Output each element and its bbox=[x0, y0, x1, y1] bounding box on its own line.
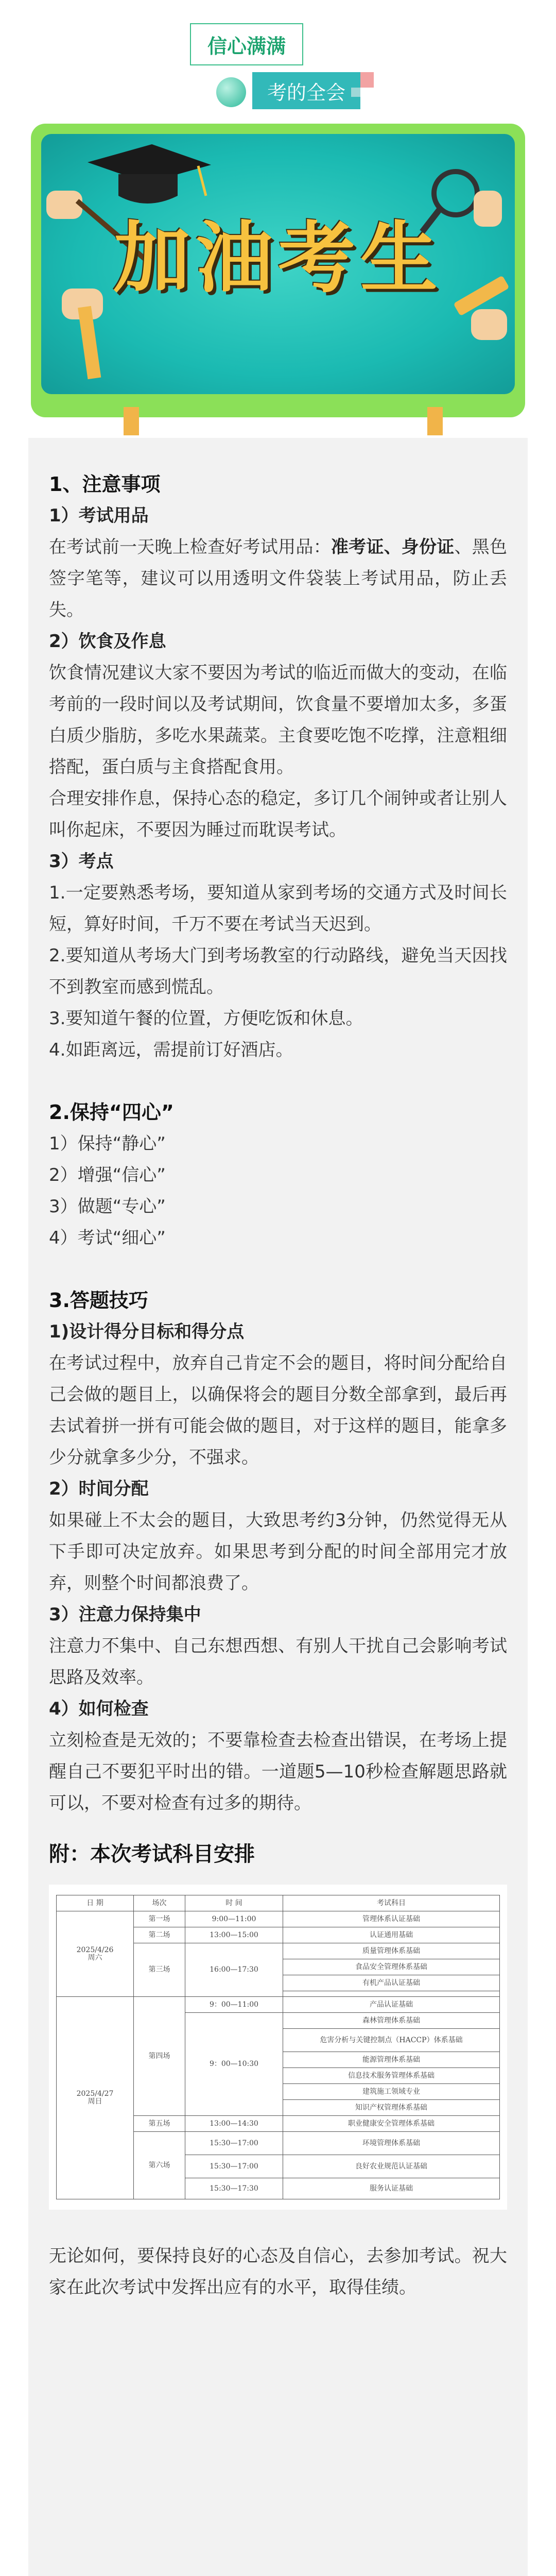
session-cell: 第二场 bbox=[134, 1927, 185, 1943]
subject-cell: 食品安全管理体系基础 bbox=[283, 1959, 500, 1975]
tip2-paragraph: 如果碰上不太会的题目，大致思考约3分钟，仍然觉得无从下手即可决定放弃。如果思考到分配的时间全部用完才放弃，则整个时间都浪费了。 bbox=[49, 1510, 507, 1594]
banner-image bbox=[41, 134, 515, 394]
bubble-icon bbox=[216, 77, 246, 107]
s1-text-b: 、黑色签字笔等，建议可以用透明文件袋装上考试用品，防止丢失。 bbox=[49, 537, 508, 620]
subject-cell: 职业健康安全管理体系基础 bbox=[283, 2116, 500, 2132]
subject-cell-empty bbox=[283, 1991, 500, 1997]
appendix-title: 附：本次考试科目安排 bbox=[49, 1842, 255, 1866]
heart-item: 1）保持“静心” bbox=[49, 1133, 166, 1154]
time-cell: 13:00—14:30 bbox=[185, 2116, 283, 2132]
s2-heading: 2）饮食及作息 bbox=[49, 631, 166, 652]
section1-title: 1、注意事项 bbox=[49, 473, 161, 496]
s1-paragraph bbox=[49, 532, 507, 626]
subject-cell: 质量管理体系基础 bbox=[283, 1943, 500, 1959]
weekday-text: 周日 bbox=[88, 2097, 102, 2106]
session-cell: 第四场 bbox=[134, 1997, 185, 2116]
exam-schedule-table bbox=[56, 1895, 500, 2199]
subject-cell: 管理体系认证基础 bbox=[283, 1911, 500, 1927]
table-header: 场次 bbox=[134, 1895, 185, 1911]
s3-item: 3.要知道午餐的位置，方便吃饭和休息。 bbox=[49, 1008, 363, 1029]
subject-cell: 信息技术服务管理体系基础 bbox=[283, 2068, 500, 2084]
date-text: 2025/4/27 bbox=[76, 2090, 114, 2098]
s1-text-a: 在考试前一天晚上检查好考试用品： bbox=[49, 537, 331, 557]
subject-cell: 服务认证基础 bbox=[283, 2178, 500, 2199]
session-cell: 第三场 bbox=[134, 1943, 185, 1997]
subtitle-label: 考的全会 bbox=[252, 72, 360, 109]
date-text: 2025/4/26 bbox=[76, 1945, 114, 1954]
time-cell: 9:00—11:00 bbox=[185, 1911, 283, 1927]
schedule-table-wrapper bbox=[49, 1885, 507, 2210]
time-cell: 15:30—17:00 bbox=[185, 2155, 283, 2178]
tip2-heading: 2）时间分配 bbox=[49, 1479, 149, 1499]
time-cell: 9：00—10:30 bbox=[185, 2013, 283, 2116]
section2-title: 2.保持“四心” bbox=[49, 1101, 174, 1124]
graduation-cap-icon bbox=[88, 144, 211, 204]
banner-board bbox=[31, 124, 525, 417]
date-cell-day2 bbox=[57, 1997, 134, 2199]
table-header-row bbox=[57, 1895, 500, 1911]
heart-item: 4）考试“细心” bbox=[49, 1228, 166, 1248]
time-cell: 15:30—17:30 bbox=[185, 2178, 283, 2199]
board-leg-left bbox=[124, 407, 139, 435]
article-body bbox=[49, 469, 507, 2303]
s3-item: 2.要知道从考场大门到考场教室的行动路线，避免当天因找不到教室而感到慌乱。 bbox=[49, 945, 507, 997]
table-header: 考试科目 bbox=[283, 1895, 500, 1911]
session-cell: 第六场 bbox=[134, 2132, 185, 2199]
time-cell: 16:00—17:30 bbox=[185, 1943, 283, 1997]
tip3-heading: 3）注意力保持集中 bbox=[49, 1604, 201, 1625]
s2-paragraph-1: 饮食情况建议大家不要因为考试的临近而做大的变动，在临考前的一段时间以及考试期间，饮食量不要增加太多，多蛋白质少脂肪，多吃水果蔬菜。主食要吃饱不吃撑，注意粗细搭配，蛋白质与主食搭配食用。 bbox=[49, 663, 507, 777]
corner-decoration-small bbox=[351, 88, 360, 97]
header-tag: 信心满满 bbox=[190, 23, 303, 65]
s1-text-bold: 准考证、身份证 bbox=[331, 537, 455, 557]
subject-cell: 森林管理体系基础 bbox=[283, 2013, 500, 2029]
subject-cell: 危害分析与关键控制点（HACCP）体系基础 bbox=[283, 2029, 500, 2052]
tip1-heading: 1)设计得分目标和得分点 bbox=[49, 1321, 245, 1342]
tip3-paragraph: 注意力不集中、自己东想西想、有别人干扰自己会影响考试思路及效率。 bbox=[49, 1636, 507, 1688]
banner-title: 加油考生 bbox=[113, 213, 443, 303]
time-cell: 15:30—17:00 bbox=[185, 2132, 283, 2155]
s3-item: 4.如距离远，需提前订好酒店。 bbox=[49, 1040, 293, 1060]
time-cell: 13:00—15:00 bbox=[185, 1927, 283, 1943]
closing-paragraph: 无论如何，要保持良好的心态及自信心，去参加考试。祝大家在此次考试中发挥出应有的水平，取得佳绩。 bbox=[49, 2246, 507, 2298]
subject-cell: 知识产权管理体系基础 bbox=[283, 2100, 500, 2116]
s3-item: 1.一定要熟悉考场，要知道从家到考场的交通方式及时间长短，算好时间，千万不要在考试当天迟到。 bbox=[49, 883, 507, 935]
session-cell: 第一场 bbox=[134, 1911, 185, 1927]
session-cell: 第五场 bbox=[134, 2116, 185, 2132]
subject-cell: 能源管理体系基础 bbox=[283, 2052, 500, 2068]
subject-cell: 建筑施工领域专业 bbox=[283, 2084, 500, 2100]
tip4-paragraph: 立刻检查是无效的；不要靠检查去检查出错误，在考场上提醒自己不要犯平时出的错。一道题5—10秒检查解题思路就可以，不要对检查有过多的期待。 bbox=[49, 1730, 507, 1814]
subject-cell: 有机产品认证基础 bbox=[283, 1975, 500, 1991]
subject-cell: 认证通用基础 bbox=[283, 1927, 500, 1943]
table-row bbox=[57, 1997, 500, 2013]
corner-decoration bbox=[360, 72, 374, 88]
tip1-paragraph: 在考试过程中，放弃自己肯定不会的题目，将时间分配给自己会做的题目上，以确保将会的题目分数全部拿到，最后再去试着拼一拼有可能会做的题目，对于这样的题目，能拿多少分就拿多少分，不强求。 bbox=[49, 1353, 507, 1468]
subject-cell: 产品认证基础 bbox=[283, 1997, 500, 2013]
time-cell: 9：00—11:00 bbox=[185, 1997, 283, 2013]
tip4-heading: 4）如何检查 bbox=[49, 1699, 149, 1719]
heart-item: 2）增强“信心” bbox=[49, 1165, 166, 1185]
section3-title: 3.答题技巧 bbox=[49, 1289, 148, 1312]
table-header: 日 期 bbox=[57, 1895, 134, 1911]
date-cell-day1 bbox=[57, 1911, 134, 1997]
table-header: 时 间 bbox=[185, 1895, 283, 1911]
subject-cell: 良好农业规范认证基础 bbox=[283, 2155, 500, 2178]
table-row bbox=[57, 1911, 500, 1927]
s1-heading: 1）考试用品 bbox=[49, 505, 149, 526]
subtitle-badge bbox=[216, 72, 381, 113]
content-card bbox=[28, 438, 528, 2576]
heart-item: 3）做题“专心” bbox=[49, 1196, 166, 1217]
subject-cell: 环境管理体系基础 bbox=[283, 2132, 500, 2155]
weekday-text: 周六 bbox=[88, 1953, 102, 1962]
s2-paragraph-2: 合理安排作息，保持心态的稳定，多订几个闹钟或者让别人叫你起床，不要因为睡过而耽误考试。 bbox=[49, 788, 507, 840]
s3-heading: 3）考点 bbox=[49, 851, 114, 872]
board-leg-right bbox=[427, 407, 443, 435]
